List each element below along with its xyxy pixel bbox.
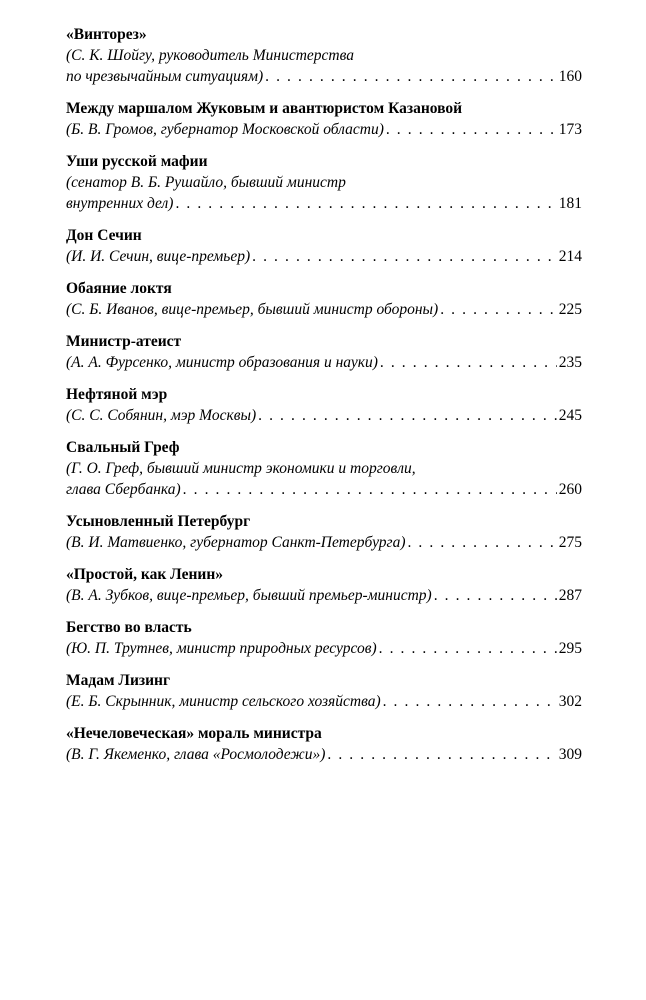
toc-entry-subtitle: (В. А. Зубков, вице-премьер, бывший премьер-министр) <box>66 587 432 604</box>
toc-entry-leader-line <box>66 352 582 373</box>
toc-entry-title: Уши русской мафии <box>66 153 208 170</box>
page-number: 302 <box>558 693 582 710</box>
toc-entry-leader-line <box>66 691 582 712</box>
toc-entry-subtitle: по чрезвычайным ситуациям) <box>66 68 264 85</box>
toc-entry-leader-line <box>66 744 582 765</box>
page-number: 181 <box>558 195 582 212</box>
toc-entry-title: Нефтяной мэр <box>66 386 168 403</box>
dot-leader <box>327 744 556 765</box>
toc-entry <box>66 278 582 320</box>
toc-entry <box>66 511 582 553</box>
toc-entry-subtitle: (Г. О. Греф, бывший министр экономики и торговли, <box>66 460 416 477</box>
dot-leader <box>440 299 557 320</box>
page-number: 287 <box>558 587 582 604</box>
dot-leader <box>258 405 557 426</box>
toc-entry-title: Министр-атеист <box>66 333 182 350</box>
toc-entry-title: Свальный Греф <box>66 439 180 456</box>
toc-entry <box>66 98 582 140</box>
page-number: 245 <box>558 407 582 424</box>
page-number: 275 <box>558 534 582 551</box>
dot-leader <box>380 352 557 373</box>
toc-list <box>66 24 582 765</box>
dot-leader <box>265 66 557 87</box>
toc-entry-leader-line <box>66 532 582 553</box>
dot-leader <box>379 638 557 659</box>
dot-leader <box>175 193 556 214</box>
toc-entry-subtitle: (С. К. Шойгу, руководитель Министерства <box>66 47 354 64</box>
toc-entry-title: Обаяние локтя <box>66 280 172 297</box>
toc-entry-title: Усыновленный Петербург <box>66 513 251 530</box>
page-number: 225 <box>558 301 582 318</box>
dot-leader <box>383 691 557 712</box>
toc-entry-subtitle: (С. Б. Иванов, вице-премьер, бывший министр обороны) <box>66 301 439 318</box>
dot-leader <box>183 479 557 500</box>
toc-entry-subtitle: (сенатор В. Б. Рушайло, бывший министр <box>66 174 346 191</box>
toc-entry-title: Мадам Лизинг <box>66 672 171 689</box>
page-number: 214 <box>558 248 582 265</box>
toc-entry-subtitle: (В. И. Матвиенко, губернатор Санкт-Петербурга) <box>66 534 406 551</box>
toc-entry-leader-line <box>66 299 582 320</box>
toc-entry-title: «Нечеловеческая» мораль министра <box>66 725 322 742</box>
toc-entry-title: Дон Сечин <box>66 227 142 244</box>
toc-entry-subtitle: (В. Г. Якеменко, глава «Росмолодежи») <box>66 746 326 763</box>
toc-entry-subtitle: (Е. Б. Скрынник, министр сельского хозяйства) <box>66 693 381 710</box>
toc-entry <box>66 151 582 214</box>
toc-entry-title: «Простой, как Ленин» <box>66 566 224 583</box>
page-number: 295 <box>558 640 582 657</box>
dot-leader <box>252 246 557 267</box>
toc-entry-title: «Винторез» <box>66 26 147 43</box>
toc-entry-title: Бегство во власть <box>66 619 192 636</box>
toc-entry <box>66 564 582 606</box>
toc-entry <box>66 670 582 712</box>
toc-entry-subtitle: внутренних дел) <box>66 195 174 212</box>
toc-entry <box>66 225 582 267</box>
toc-entry <box>66 24 582 87</box>
toc-entry <box>66 384 582 426</box>
toc-entry-leader-line <box>66 638 582 659</box>
page-number: 235 <box>558 354 582 371</box>
dot-leader <box>386 119 557 140</box>
toc-entry-subtitle: (И. И. Сечин, вице-премьер) <box>66 248 251 265</box>
toc-entry-subtitle: (Ю. П. Трутнев, министр природных ресурсов) <box>66 640 377 657</box>
toc-entry-leader-line <box>66 193 582 214</box>
toc-entry <box>66 437 582 500</box>
toc-entry-subtitle: (С. С. Собянин, мэр Москвы) <box>66 407 257 424</box>
toc-entry-subtitle: (Б. В. Громов, губернатор Московской области) <box>66 121 384 138</box>
toc-entry <box>66 617 582 659</box>
page-number: 160 <box>558 68 582 85</box>
toc-entry <box>66 331 582 373</box>
toc-entry-leader-line <box>66 479 582 500</box>
toc-entry-leader-line <box>66 246 582 267</box>
dot-leader <box>407 532 556 553</box>
toc-entry-subtitle: глава Сбербанка) <box>66 481 181 498</box>
toc-entry <box>66 723 582 765</box>
toc-entry-leader-line <box>66 585 582 606</box>
toc-entry-subtitle: (А. А. Фурсенко, министр образования и науки) <box>66 354 378 371</box>
page-number: 309 <box>558 746 582 763</box>
toc-entry-leader-line <box>66 66 582 87</box>
toc-entry-title: Между маршалом Жуковым и авантюристом Казановой <box>66 100 463 117</box>
page-number: 260 <box>558 481 582 498</box>
dot-leader <box>434 585 557 606</box>
toc-entry-leader-line <box>66 119 582 140</box>
table-of-contents <box>66 24 582 776</box>
toc-entry-leader-line <box>66 405 582 426</box>
page-number: 173 <box>558 121 582 138</box>
